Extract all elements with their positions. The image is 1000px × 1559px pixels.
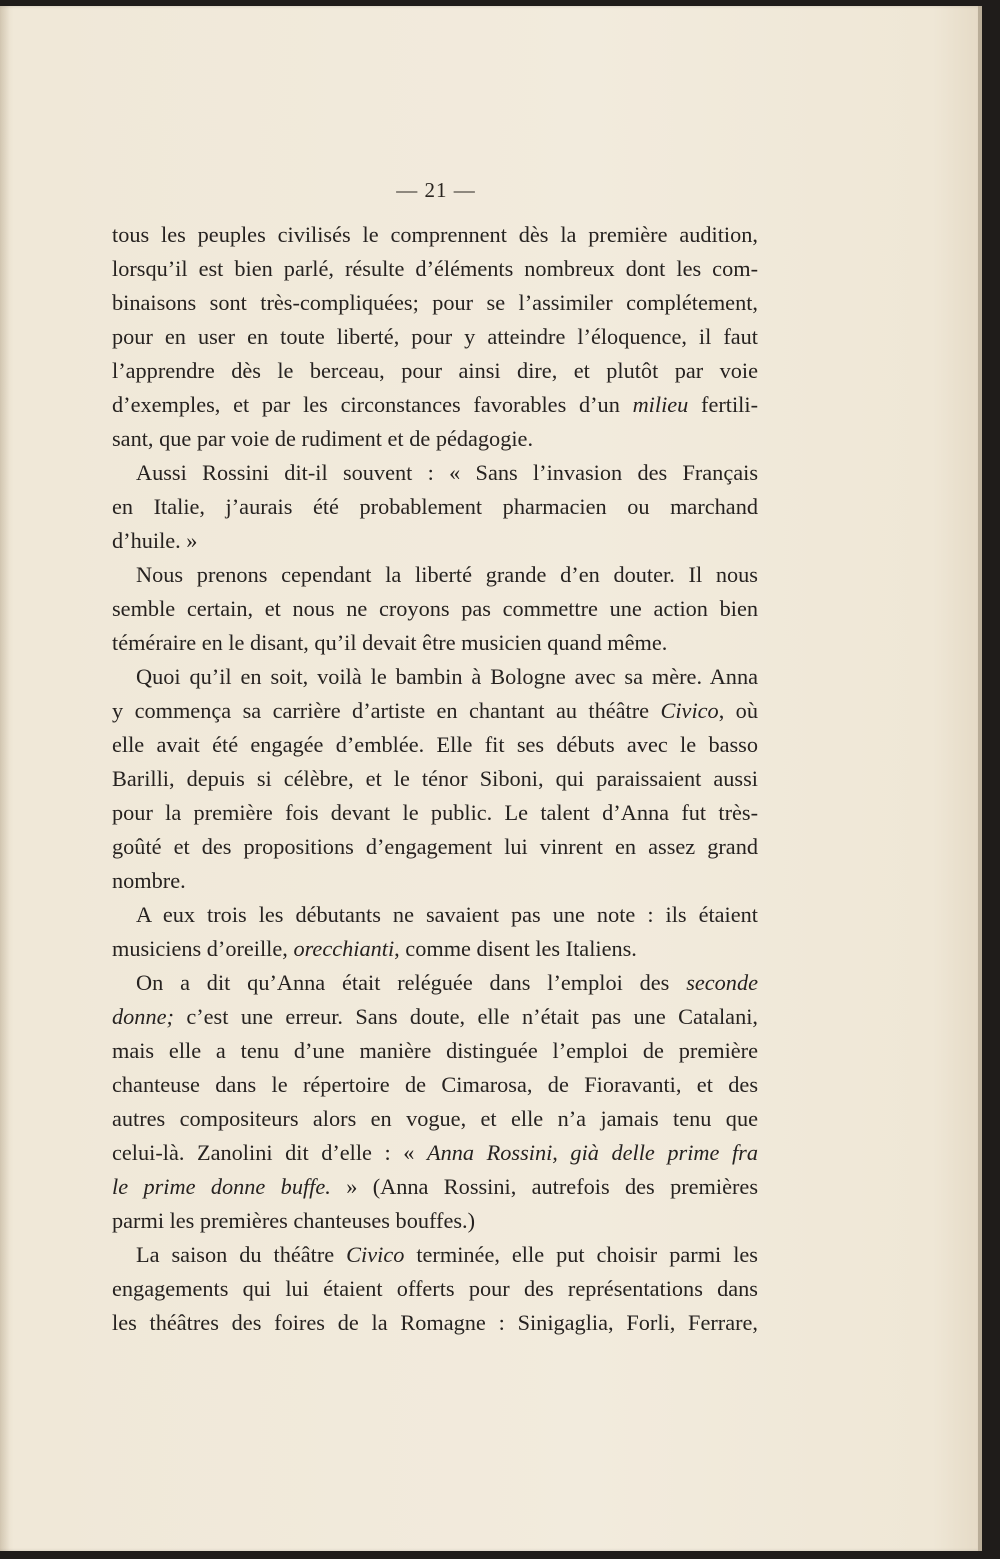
text-line — [112, 898, 758, 932]
spine-shadow — [0, 6, 10, 1551]
italic-text: le prime donne buffe. — [112, 1174, 331, 1199]
text-line — [112, 796, 758, 830]
line-text: terminée, elle put choisir parmi les — [404, 1242, 758, 1267]
line-text: celui-là. Zanolini dit d’elle : « — [112, 1140, 427, 1165]
line-text: mais elle a tenu d’une manière distinguée l’emploi de première — [112, 1038, 758, 1063]
text-line — [112, 762, 758, 796]
text-line — [112, 1000, 758, 1034]
italic-text: milieu — [632, 392, 689, 417]
line-text: d’exemples, et par les circonstances favorables d’un — [112, 392, 633, 417]
text-line — [112, 728, 758, 762]
text-line — [112, 1068, 758, 1102]
line-text: » (Anna Rossini, autrefois des premières — [330, 1174, 758, 1199]
line-text: elle avait été engagée d’emblée. Elle fit ses débuts avec le basso — [112, 732, 758, 757]
text-line — [112, 252, 758, 286]
text-line — [112, 490, 758, 524]
italic-text: Civico — [346, 1242, 405, 1267]
text-line — [112, 592, 758, 626]
line-text: les théâtres des foires de la Romagne : Sinigaglia, Forli, Ferrare, — [112, 1310, 758, 1335]
line-text: d’huile. » — [112, 528, 198, 553]
italic-text: Civico — [660, 698, 719, 723]
text-line — [112, 286, 758, 320]
line-text: Quoi qu’il en soit, voilà le bambin à Bologne avec sa mère. Anna — [136, 664, 758, 689]
text-line — [112, 524, 758, 558]
text-line — [112, 1136, 758, 1170]
line-text: , comme disent les Italiens. — [394, 936, 637, 961]
text-line — [112, 830, 758, 864]
text-line — [112, 1238, 758, 1272]
line-text: goûté et des propositions d’engagement lui vinrent en assez grand — [112, 834, 758, 859]
text-line — [112, 694, 758, 728]
text-line — [112, 1204, 758, 1238]
line-text: lorsqu’il est bien parlé, résulte d’éléments nombreux dont les com- — [112, 256, 758, 281]
line-text: fertili- — [688, 392, 758, 417]
line-text: chanteuse dans le répertoire de Cimarosa, de Fioravanti, et des — [112, 1072, 758, 1097]
line-text: semble certain, et nous ne croyons pas commettre une action bien — [112, 596, 758, 621]
line-text: Barilli, depuis si célèbre, et le ténor Siboni, qui paraissaient aussi — [112, 766, 758, 791]
line-text: nombre. — [112, 868, 186, 893]
text-line — [112, 864, 758, 898]
line-text: Nous prenons cependant la liberté grande d’en douter. Il nous — [136, 562, 758, 587]
text-line — [112, 932, 758, 966]
line-text: en Italie, j’aurais été probablement pharmacien ou marchand — [112, 494, 758, 519]
italic-text: orecchianti — [293, 936, 395, 961]
text-line — [112, 558, 758, 592]
line-text: autres compositeurs alors en vogue, et elle n’a jamais tenu que — [112, 1106, 758, 1131]
italic-text: Anna Rossini, già delle prime fra — [427, 1140, 758, 1165]
text-line — [112, 1170, 758, 1204]
page-edge — [978, 6, 982, 1551]
line-text: téméraire en le disant, qu’il devait être musicien quand même. — [112, 630, 668, 655]
line-text: l’apprendre dès le berceau, pour ainsi dire, et plutôt par voie — [112, 358, 758, 383]
text-line — [112, 388, 758, 422]
paper-sheet — [0, 6, 982, 1551]
text-line — [112, 1306, 758, 1340]
line-text: pour en user en toute liberté, pour y atteindre l’éloquence, il faut — [112, 324, 758, 349]
text-line — [112, 660, 758, 694]
text-line — [112, 320, 758, 354]
text-line — [112, 1102, 758, 1136]
text-line — [112, 1272, 758, 1306]
text-line — [112, 966, 758, 1000]
line-text: A eux trois les débutants ne savaient pas une note : ils étaient — [136, 902, 758, 927]
text-line — [112, 422, 758, 456]
line-text: , où — [718, 698, 758, 723]
line-text: tous les peuples civilisés le comprennent dès la première audition, — [112, 222, 758, 247]
text-line — [112, 456, 758, 490]
text-line — [112, 218, 758, 252]
line-text: La saison du théâtre — [136, 1242, 347, 1267]
line-text: engagements qui lui étaient offerts pour des représentations dans — [112, 1276, 758, 1301]
line-text: Aussi Rossini dit-il souvent : « Sans l’invasion des Français — [136, 460, 758, 485]
line-text: musiciens d’oreille, — [112, 936, 294, 961]
line-text: sant, que par voie de rudiment et de pédagogie. — [112, 426, 534, 451]
text-line — [112, 354, 758, 388]
line-text: c’est une erreur. Sans doute, elle n’était pas une Catalani, — [173, 1004, 758, 1029]
line-text: pour la première fois devant le public. Le talent d’Anna fut très- — [112, 800, 758, 825]
line-text: binaisons sont très-compliquées; pour se l’assimiler complétement, — [112, 290, 758, 315]
line-text: y commença sa carrière d’artiste en chantant au théâtre — [112, 698, 661, 723]
line-text: On a dit qu’Anna était reléguée dans l’emploi des — [136, 970, 687, 995]
page-number: — 21 — — [396, 178, 476, 202]
italic-text: donne; — [112, 1004, 174, 1029]
body-text — [112, 218, 758, 1340]
italic-text: seconde — [686, 970, 758, 995]
text-line — [112, 626, 758, 660]
text-line — [112, 1034, 758, 1068]
line-text: parmi les premières chanteuses bouffes.) — [112, 1208, 476, 1233]
